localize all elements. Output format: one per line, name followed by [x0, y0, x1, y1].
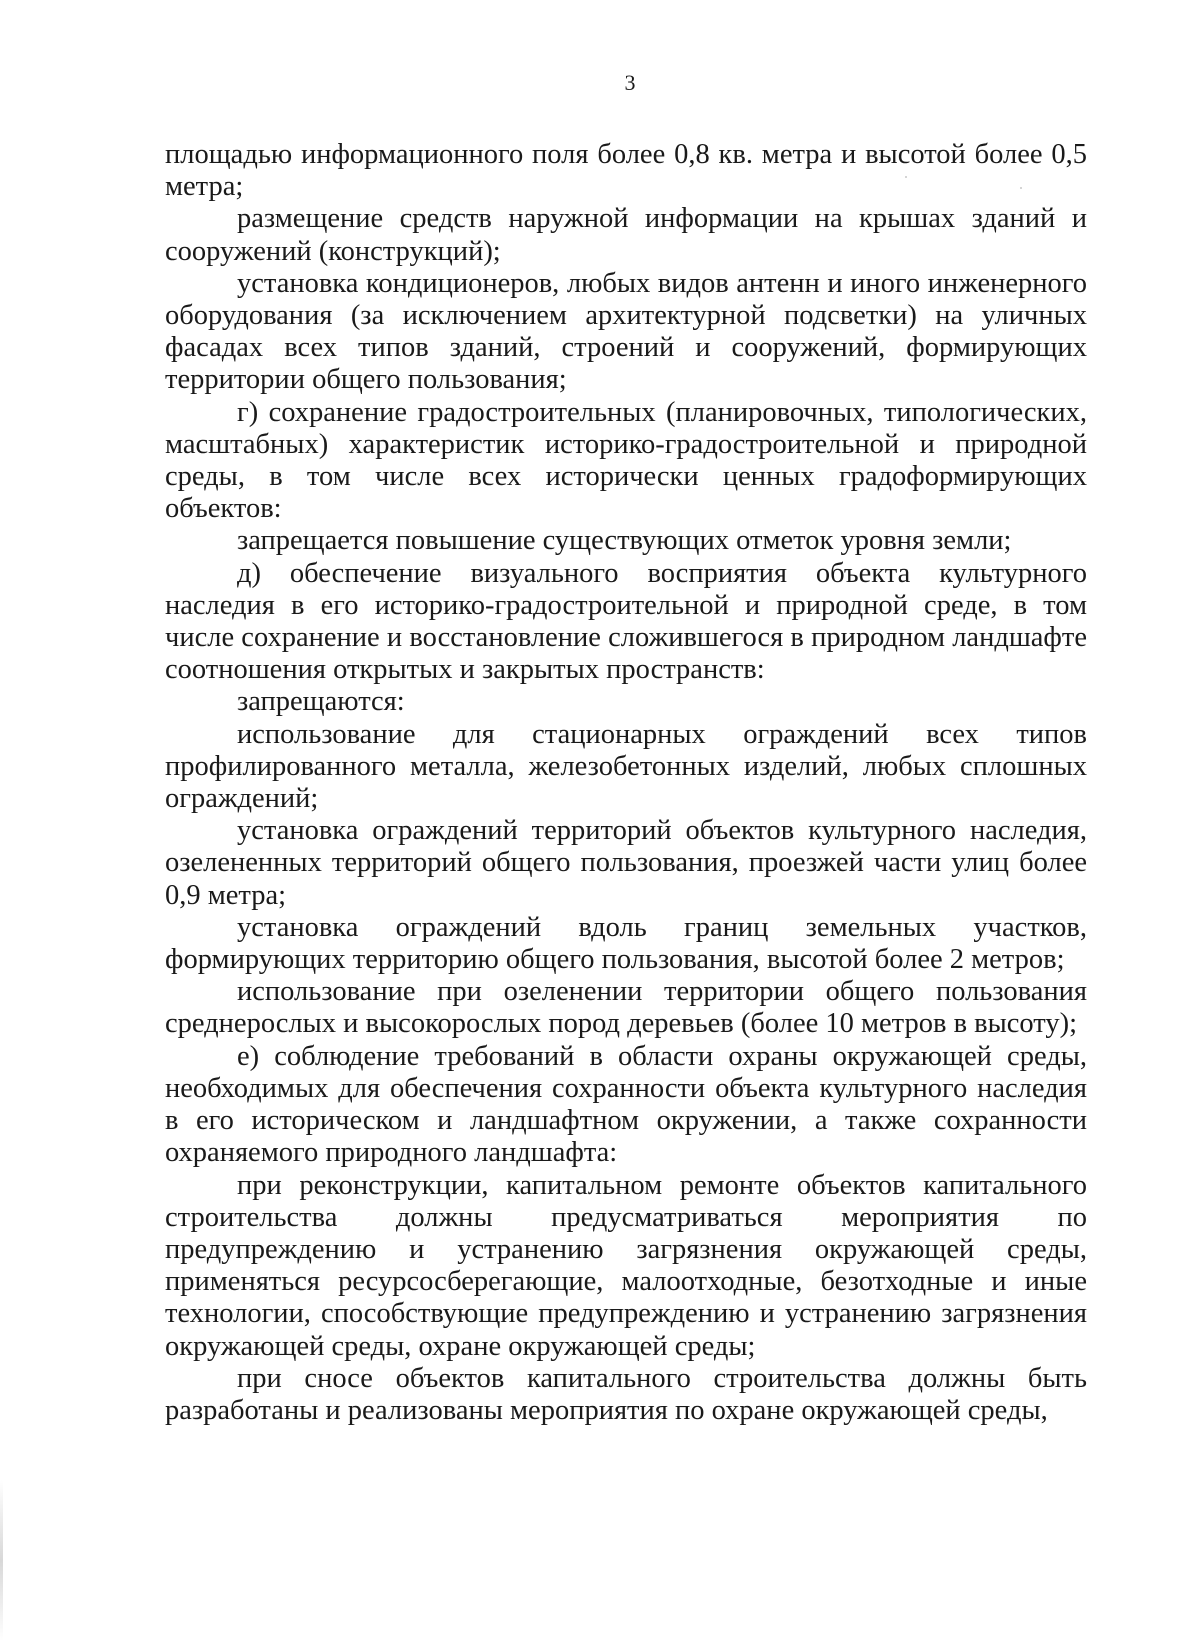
paragraph: при сносе объектов капитального строительства должны быть разработаны и реализованы мероприятия по охране окружающей среды,: [165, 1362, 1087, 1426]
scan-speck: [1020, 187, 1022, 189]
paragraph: запрещаются:: [237, 686, 405, 718]
paragraph: г) сохранение градостроительных (планировочных, типологических, масштабных) характеристик историко-градостроительной и природной среды, в том числе всех исторически ценных градоформирующих объектов:: [165, 396, 1087, 525]
paragraph: размещение средств наружной информации на крышах зданий и сооружений (конструкций);: [165, 203, 1087, 267]
paragraph: установка ограждений территорий объектов культурного наследия, озелененных территорий общего пользования, проезжей части улиц более 0,9 метра;: [165, 815, 1087, 911]
paragraph: е) соблюдение требований в области охраны окружающей среды, необходимых для обеспечения сохранности объекта культурного наследия в его историческом и ландшафтном окружении, а также сохранности охраняемого природного ландшафта:: [165, 1040, 1087, 1169]
paragraph: установка кондиционеров, любых видов антенн и иного инженерного оборудования (за исключением архитектурной подсветки) на уличных фасадах всех типов зданий, строений и сооружений, формирующих территории общего пользования;: [165, 267, 1087, 396]
paragraph: использование для стационарных ограждений всех типов профилированного металла, железобетонных изделий, любых сплошных ограждений;: [165, 718, 1087, 815]
document-body: [165, 139, 1087, 1427]
scan-speck: [905, 176, 907, 178]
paragraph: установка ограждений вдоль границ земельных участков, формирующих территорию общего пользования, высотой более 2 метров;: [165, 911, 1087, 976]
paragraph: площадью информационного поля более 0,8 кв. метра и высотой более 0,5 метра;: [165, 139, 1087, 203]
paragraph: при реконструкции, капитальном ремонте объектов капитального строительства должны предусматриваться мероприятия по предупреждению и устранению загрязнения окружающей среды, применяться ресурсосберегающие, малоотходные, безотходные и иные технологии, способствующие предупреждению и устранению загрязнения окружающей среды, охране окружающей среды;: [165, 1169, 1087, 1362]
paragraph: запрещается повышение существующих отметок уровня земли;: [237, 525, 1012, 557]
paragraph: д) обеспечение визуального восприятия объекта культурного наследия в его историко-градостроительной и природной среде, в том числе сохранение и восстановление сложившегося в природном ландшафте соотношения открытых и закрытых пространств:: [165, 557, 1087, 686]
paragraph: использование при озеленении территории общего пользования среднерослых и высокорослых пород деревьев (более 10 метров в высоту);: [165, 976, 1087, 1040]
scan-edge-artifact: [0, 1480, 3, 1641]
page-number: 3: [624, 70, 636, 95]
